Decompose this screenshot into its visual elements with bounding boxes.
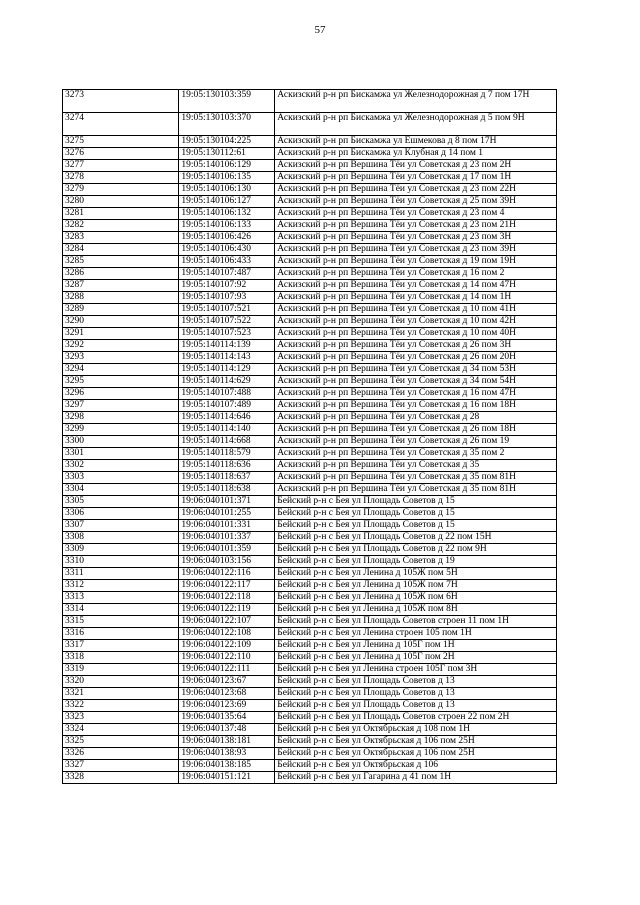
row-number-cell: 3280 bbox=[63, 196, 179, 208]
table-row bbox=[63, 364, 557, 376]
table-row bbox=[63, 724, 557, 736]
address-cell: Аскизский р-н рп Вершина Тёи ул Советская д 16 пом 2 bbox=[275, 268, 557, 280]
row-number-cell: 3273 bbox=[63, 90, 179, 113]
table-row bbox=[63, 280, 557, 292]
table-row bbox=[63, 436, 557, 448]
row-number-cell: 3308 bbox=[63, 532, 179, 544]
cadastral-number-cell: 19:05:140114:140 bbox=[179, 424, 275, 436]
row-number-cell: 3292 bbox=[63, 340, 179, 352]
address-cell: Бейский р-н с Бея ул Ленина д 105Ж пом 8Н bbox=[275, 604, 557, 616]
cadastral-number-cell: 19:06:040101:255 bbox=[179, 508, 275, 520]
address-cell: Бейский р-н с Бея ул Октябрьская д 108 пом 1Н bbox=[275, 724, 557, 736]
cadastral-number-cell: 19:05:140106:130 bbox=[179, 184, 275, 196]
table-row bbox=[63, 736, 557, 748]
address-cell: Аскизский р-н рп Вершина Тёи ул Советская д 16 пом 47Н bbox=[275, 388, 557, 400]
cadastral-number-cell: 19:06:040101:371 bbox=[179, 496, 275, 508]
cadastral-number-cell: 19:05:130112:61 bbox=[179, 148, 275, 160]
address-cell: Бейский р-н с Бея ул Площадь Советов строен 22 пом 2Н bbox=[275, 712, 557, 724]
table-row bbox=[63, 340, 557, 352]
address-cell: Бейский р-н с Бея ул Ленина д 105Ж пом 5Н bbox=[275, 568, 557, 580]
table-row bbox=[63, 616, 557, 628]
address-cell: Бейский р-н с Бея ул Октябрьская д 106 пом 25Н bbox=[275, 748, 557, 760]
table-row bbox=[63, 424, 557, 436]
address-cell: Аскизский р-н рп Вершина Тёи ул Советская д 23 пом 22Н bbox=[275, 184, 557, 196]
table-row bbox=[63, 580, 557, 592]
cadastral-number-cell: 19:06:040123:67 bbox=[179, 676, 275, 688]
address-cell: Бейский р-н с Бея ул Площадь Советов д 22 пом 15Н bbox=[275, 532, 557, 544]
row-number-cell: 3314 bbox=[63, 604, 179, 616]
row-number-cell: 3294 bbox=[63, 364, 179, 376]
cadastral-number-cell: 19:05:140106:127 bbox=[179, 196, 275, 208]
address-cell: Бейский р-н с Бея ул Площадь Советов строен 11 пом 1Н bbox=[275, 616, 557, 628]
table-row bbox=[63, 460, 557, 472]
cadastral-number-cell: 19:05:130104:225 bbox=[179, 136, 275, 148]
row-number-cell: 3310 bbox=[63, 556, 179, 568]
address-cell: Аскизский р-н рп Вершина Тёи ул Советская д 26 пом 18Н bbox=[275, 424, 557, 436]
row-number-cell: 3301 bbox=[63, 448, 179, 460]
cadastral-number-cell: 19:05:140106:132 bbox=[179, 208, 275, 220]
address-cell: Аскизский р-н рп Вершина Тёи ул Советская д 26 пом 3Н bbox=[275, 340, 557, 352]
row-number-cell: 3319 bbox=[63, 664, 179, 676]
row-number-cell: 3304 bbox=[63, 484, 179, 496]
table-row bbox=[63, 496, 557, 508]
row-number-cell: 3283 bbox=[63, 232, 179, 244]
address-cell: Бейский р-н с Бея ул Ленина строен 105 пом 1Н bbox=[275, 628, 557, 640]
row-number-cell: 3326 bbox=[63, 748, 179, 760]
row-number-cell: 3313 bbox=[63, 592, 179, 604]
address-cell: Бейский р-н с Бея ул Площадь Советов д 13 bbox=[275, 676, 557, 688]
table-row bbox=[63, 448, 557, 460]
table-row bbox=[63, 664, 557, 676]
address-cell: Бейский р-н с Бея ул Ленина д 105Г пом 1Н bbox=[275, 640, 557, 652]
row-number-cell: 3324 bbox=[63, 724, 179, 736]
address-cell: Бейский р-н с Бея ул Ленина д 105Ж пом 6Н bbox=[275, 592, 557, 604]
cadastral-number-cell: 19:05:140114:139 bbox=[179, 340, 275, 352]
cadastral-number-cell: 19:05:140107:488 bbox=[179, 388, 275, 400]
row-number-cell: 3284 bbox=[63, 244, 179, 256]
address-cell: Аскизский р-н рп Вершина Тёи ул Советская д 14 пом 47Н bbox=[275, 280, 557, 292]
row-number-cell: 3316 bbox=[63, 628, 179, 640]
table-row bbox=[63, 688, 557, 700]
table-row bbox=[63, 520, 557, 532]
address-cell: Аскизский р-н рп Вершина Тёи ул Советская д 10 пом 42Н bbox=[275, 316, 557, 328]
row-number-cell: 3286 bbox=[63, 268, 179, 280]
row-number-cell: 3279 bbox=[63, 184, 179, 196]
address-cell: Аскизский р-н рп Бискамжа ул Железнодорожная д 7 пом 17Н bbox=[275, 90, 557, 113]
cadastral-number-cell: 19:06:040101:337 bbox=[179, 532, 275, 544]
row-number-cell: 3307 bbox=[63, 520, 179, 532]
address-cell: Аскизский р-н рп Вершина Тёи ул Советская д 23 пом 21Н bbox=[275, 220, 557, 232]
cadastral-number-cell: 19:06:040101:359 bbox=[179, 544, 275, 556]
cadastral-number-cell: 19:05:140107:523 bbox=[179, 328, 275, 340]
address-cell: Бейский р-н с Бея ул Гагарина д 41 пом 1Н bbox=[275, 772, 557, 784]
table-row bbox=[63, 113, 557, 136]
row-number-cell: 3303 bbox=[63, 472, 179, 484]
address-cell: Бейский р-н с Бея ул Площадь Советов д 22 пом 9Н bbox=[275, 544, 557, 556]
address-cell: Аскизский р-н рп Вершина Тёи ул Советская д 34 пом 54Н bbox=[275, 376, 557, 388]
table-row bbox=[63, 244, 557, 256]
cadastral-number-cell: 19:05:140106:129 bbox=[179, 160, 275, 172]
row-number-cell: 3318 bbox=[63, 652, 179, 664]
table-row bbox=[63, 90, 557, 113]
table-row bbox=[63, 760, 557, 772]
cadastral-number-cell: 19:05:140107:487 bbox=[179, 268, 275, 280]
table-row bbox=[63, 676, 557, 688]
address-cell: Аскизский р-н рп Бискамжа ул Ешмекова д 8 пом 17Н bbox=[275, 136, 557, 148]
cadastral-number-cell: 19:05:140107:92 bbox=[179, 280, 275, 292]
address-cell: Аскизский р-н рп Вершина Тёи ул Советская д 26 пом 20Н bbox=[275, 352, 557, 364]
row-number-cell: 3295 bbox=[63, 376, 179, 388]
table-row bbox=[63, 388, 557, 400]
row-number-cell: 3288 bbox=[63, 292, 179, 304]
table-row bbox=[63, 232, 557, 244]
cadastral-number-cell: 19:05:140114:629 bbox=[179, 376, 275, 388]
cadastral-number-cell: 19:05:140118:638 bbox=[179, 484, 275, 496]
cadastral-number-cell: 19:06:040138:185 bbox=[179, 760, 275, 772]
address-cell: Бейский р-н с Бея ул Октябрьская д 106 bbox=[275, 760, 557, 772]
table-row bbox=[63, 220, 557, 232]
address-cell: Аскизский р-н рп Бискамжа ул Клубная д 14 пом 1 bbox=[275, 148, 557, 160]
table-row bbox=[63, 196, 557, 208]
cadastral-number-cell: 19:06:040122:116 bbox=[179, 568, 275, 580]
address-cell: Аскизский р-н рп Вершина Тёи ул Советская д 34 пом 53Н bbox=[275, 364, 557, 376]
row-number-cell: 3302 bbox=[63, 460, 179, 472]
cadastral-number-cell: 19:05:140114:143 bbox=[179, 352, 275, 364]
row-number-cell: 3287 bbox=[63, 280, 179, 292]
table-row bbox=[63, 484, 557, 496]
cadastral-number-cell: 19:05:140106:426 bbox=[179, 232, 275, 244]
table-row bbox=[63, 148, 557, 160]
cadastral-number-cell: 19:05:140118:579 bbox=[179, 448, 275, 460]
row-number-cell: 3305 bbox=[63, 496, 179, 508]
table-row bbox=[63, 328, 557, 340]
address-cell: Аскизский р-н рп Вершина Тёи ул Советская д 35 пом 81Н bbox=[275, 472, 557, 484]
cadastral-number-cell: 19:06:040135:64 bbox=[179, 712, 275, 724]
row-number-cell: 3285 bbox=[63, 256, 179, 268]
row-number-cell: 3323 bbox=[63, 712, 179, 724]
table-row bbox=[63, 556, 557, 568]
address-cell: Аскизский р-н рп Вершина Тёи ул Советская д 28 bbox=[275, 412, 557, 424]
address-cell: Бейский р-н с Бея ул Ленина д 105Ж пом 7Н bbox=[275, 580, 557, 592]
table-row bbox=[63, 652, 557, 664]
address-cell: Бейский р-н с Бея ул Площадь Советов д 13 bbox=[275, 688, 557, 700]
table-row bbox=[63, 700, 557, 712]
table-row bbox=[63, 304, 557, 316]
address-cell: Бейский р-н с Бея ул Площадь Советов д 15 bbox=[275, 520, 557, 532]
cadastral-number-cell: 19:05:140107:489 bbox=[179, 400, 275, 412]
table-row bbox=[63, 172, 557, 184]
table-row bbox=[63, 316, 557, 328]
cadastral-number-cell: 19:05:130103:370 bbox=[179, 113, 275, 136]
address-cell: Аскизский р-н рп Вершина Тёи ул Советская д 17 пом 1Н bbox=[275, 172, 557, 184]
cadastral-number-cell: 19:05:130103:359 bbox=[179, 90, 275, 113]
address-cell: Бейский р-н с Бея ул Площадь Советов д 13 bbox=[275, 700, 557, 712]
row-number-cell: 3290 bbox=[63, 316, 179, 328]
row-number-cell: 3312 bbox=[63, 580, 179, 592]
cadastral-number-cell: 19:06:040138:181 bbox=[179, 736, 275, 748]
row-number-cell: 3328 bbox=[63, 772, 179, 784]
table-row bbox=[63, 532, 557, 544]
table-row bbox=[63, 352, 557, 364]
table-row bbox=[63, 412, 557, 424]
address-cell: Аскизский р-н рп Вершина Тёи ул Советская д 26 пом 19 bbox=[275, 436, 557, 448]
row-number-cell: 3327 bbox=[63, 760, 179, 772]
row-number-cell: 3274 bbox=[63, 113, 179, 136]
cadastral-number-cell: 19:05:140114:129 bbox=[179, 364, 275, 376]
row-number-cell: 3300 bbox=[63, 436, 179, 448]
table-row bbox=[63, 712, 557, 724]
row-number-cell: 3306 bbox=[63, 508, 179, 520]
table-row bbox=[63, 772, 557, 784]
cadastral-number-cell: 19:06:040122:119 bbox=[179, 604, 275, 616]
address-cell: Аскизский р-н рп Бискамжа ул Железнодорожная д 5 пом 9Н bbox=[275, 113, 557, 136]
table-row bbox=[63, 592, 557, 604]
table-row bbox=[63, 292, 557, 304]
row-number-cell: 3291 bbox=[63, 328, 179, 340]
row-number-cell: 3320 bbox=[63, 676, 179, 688]
page-number: 57 bbox=[314, 24, 326, 36]
cadastral-number-cell: 19:06:040122:111 bbox=[179, 664, 275, 676]
table-row bbox=[63, 268, 557, 280]
row-number-cell: 3311 bbox=[63, 568, 179, 580]
cadastral-number-cell: 19:06:040137:48 bbox=[179, 724, 275, 736]
address-cell: Аскизский р-н рп Вершина Тёи ул Советская д 10 пом 40Н bbox=[275, 328, 557, 340]
cadastral-number-cell: 19:06:040122:118 bbox=[179, 592, 275, 604]
cadastral-number-cell: 19:06:040122:110 bbox=[179, 652, 275, 664]
address-cell: Аскизский р-н рп Вершина Тёи ул Советская д 10 пом 41Н bbox=[275, 304, 557, 316]
row-number-cell: 3321 bbox=[63, 688, 179, 700]
table-row bbox=[63, 136, 557, 148]
table-row bbox=[63, 748, 557, 760]
address-cell: Аскизский р-н рп Вершина Тёи ул Советская д 23 пом 3Н bbox=[275, 232, 557, 244]
cadastral-number-cell: 19:05:140118:637 bbox=[179, 472, 275, 484]
cadastral-number-cell: 19:06:040122:109 bbox=[179, 640, 275, 652]
table-row bbox=[63, 472, 557, 484]
cadastral-number-cell: 19:06:040122:108 bbox=[179, 628, 275, 640]
address-cell: Аскизский р-н рп Вершина Тёи ул Советская д 16 пом 18Н bbox=[275, 400, 557, 412]
row-number-cell: 3325 bbox=[63, 736, 179, 748]
table-row bbox=[63, 160, 557, 172]
address-cell: Бейский р-н с Бея ул Ленина строен 105Г пом 3Н bbox=[275, 664, 557, 676]
row-number-cell: 3317 bbox=[63, 640, 179, 652]
row-number-cell: 3277 bbox=[63, 160, 179, 172]
address-cell: Аскизский р-н рп Вершина Тёи ул Советская д 35 bbox=[275, 460, 557, 472]
cadastral-number-cell: 19:05:140106:133 bbox=[179, 220, 275, 232]
address-cell: Бейский р-н с Бея ул Ленина д 105Г пом 2Н bbox=[275, 652, 557, 664]
cadastral-number-cell: 19:05:140106:430 bbox=[179, 244, 275, 256]
table-row bbox=[63, 604, 557, 616]
row-number-cell: 3298 bbox=[63, 412, 179, 424]
address-cell: Аскизский р-н рп Вершина Тёи ул Советская д 35 пом 2 bbox=[275, 448, 557, 460]
row-number-cell: 3281 bbox=[63, 208, 179, 220]
cadastral-number-cell: 19:05:140114:668 bbox=[179, 436, 275, 448]
cadastral-number-cell: 19:05:140107:521 bbox=[179, 304, 275, 316]
table-row bbox=[63, 376, 557, 388]
address-cell: Аскизский р-н рп Вершина Тёи ул Советская д 35 пом 81Н bbox=[275, 484, 557, 496]
cadastral-number-cell: 19:06:040123:68 bbox=[179, 688, 275, 700]
table-row bbox=[63, 640, 557, 652]
row-number-cell: 3275 bbox=[63, 136, 179, 148]
row-number-cell: 3293 bbox=[63, 352, 179, 364]
address-cell: Бейский р-н с Бея ул Площадь Советов д 15 bbox=[275, 496, 557, 508]
cadastral-number-cell: 19:05:140106:135 bbox=[179, 172, 275, 184]
address-cell: Аскизский р-н рп Вершина Тёи ул Советская д 23 пом 39Н bbox=[275, 244, 557, 256]
table-row bbox=[63, 508, 557, 520]
table-row bbox=[63, 208, 557, 220]
address-cell: Бейский р-н с Бея ул Площадь Советов д 15 bbox=[275, 508, 557, 520]
table-row bbox=[63, 256, 557, 268]
row-number-cell: 3282 bbox=[63, 220, 179, 232]
address-cell: Аскизский р-н рп Вершина Тёи ул Советская д 23 пом 2Н bbox=[275, 160, 557, 172]
table-row bbox=[63, 568, 557, 580]
registry-table bbox=[62, 89, 557, 784]
cadastral-number-cell: 19:06:040138:93 bbox=[179, 748, 275, 760]
address-cell: Аскизский р-н рп Вершина Тёи ул Советская д 19 пом 19Н bbox=[275, 256, 557, 268]
row-number-cell: 3296 bbox=[63, 388, 179, 400]
row-number-cell: 3322 bbox=[63, 700, 179, 712]
address-cell: Бейский р-н с Бея ул Площадь Советов д 19 bbox=[275, 556, 557, 568]
cadastral-number-cell: 19:05:140106:433 bbox=[179, 256, 275, 268]
address-cell: Аскизский р-н рп Вершина Тёи ул Советская д 23 пом 4 bbox=[275, 208, 557, 220]
row-number-cell: 3289 bbox=[63, 304, 179, 316]
cadastral-number-cell: 19:05:140114:646 bbox=[179, 412, 275, 424]
table-row bbox=[63, 400, 557, 412]
row-number-cell: 3299 bbox=[63, 424, 179, 436]
cadastral-number-cell: 19:06:040122:117 bbox=[179, 580, 275, 592]
row-number-cell: 3278 bbox=[63, 172, 179, 184]
cadastral-number-cell: 19:06:040122:107 bbox=[179, 616, 275, 628]
cadastral-number-cell: 19:05:140118:636 bbox=[179, 460, 275, 472]
row-number-cell: 3309 bbox=[63, 544, 179, 556]
registry-body bbox=[63, 90, 557, 784]
address-cell: Бейский р-н с Бея ул Октябрьская д 106 пом 25Н bbox=[275, 736, 557, 748]
table-row bbox=[63, 184, 557, 196]
row-number-cell: 3297 bbox=[63, 400, 179, 412]
address-cell: Аскизский р-н рп Вершина Тёи ул Советская д 25 пом 39Н bbox=[275, 196, 557, 208]
cadastral-number-cell: 19:06:040103:156 bbox=[179, 556, 275, 568]
row-number-cell: 3276 bbox=[63, 148, 179, 160]
cadastral-number-cell: 19:06:040123:69 bbox=[179, 700, 275, 712]
table-row bbox=[63, 628, 557, 640]
cadastral-number-cell: 19:06:040151:121 bbox=[179, 772, 275, 784]
table-row bbox=[63, 544, 557, 556]
cadastral-number-cell: 19:06:040101:331 bbox=[179, 520, 275, 532]
cadastral-number-cell: 19:05:140107:93 bbox=[179, 292, 275, 304]
cadastral-number-cell: 19:05:140107:522 bbox=[179, 316, 275, 328]
row-number-cell: 3315 bbox=[63, 616, 179, 628]
address-cell: Аскизский р-н рп Вершина Тёи ул Советская д 14 пом 1Н bbox=[275, 292, 557, 304]
